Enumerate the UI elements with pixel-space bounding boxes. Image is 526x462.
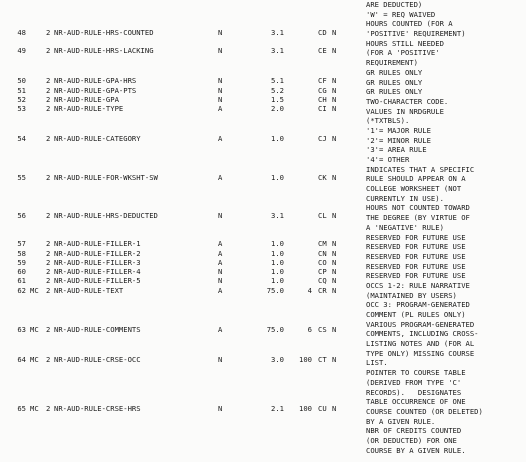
null-flag: N xyxy=(332,86,337,95)
description-line: COURSE COUNTED (OR DELETED) xyxy=(366,406,483,416)
field-length: 3.1 xyxy=(271,46,284,55)
field-level: 2 xyxy=(46,46,51,55)
field-number: 56 xyxy=(17,211,26,220)
description-line: COMMENTS, INCLUDING CROSS- xyxy=(366,329,479,339)
field-length: 2.0 xyxy=(271,104,284,113)
field-code: CO xyxy=(318,258,327,267)
field-number: 63 xyxy=(17,325,26,334)
null-flag: N xyxy=(332,239,337,248)
description-line: (DERIVED FROM TYPE 'C' xyxy=(366,377,462,387)
field-name: NR-AUD-RULE-CATEGORY xyxy=(54,134,141,143)
field-number: 49 xyxy=(17,46,26,55)
field-type: A xyxy=(218,104,223,113)
field-length: 1.0 xyxy=(271,249,284,258)
field-code: CT xyxy=(318,355,327,364)
description-line: (MAINTAINED BY USERS) xyxy=(366,290,457,300)
field-length: 1.0 xyxy=(271,276,284,285)
field-number: 48 xyxy=(17,28,26,37)
description-line: VARIOUS PROGRAM-GENERATED xyxy=(366,319,475,329)
description-line: COURSE BY A GIVEN RULE. xyxy=(366,445,466,455)
description-line: A 'NEGATIVE' RULE) xyxy=(366,222,444,232)
field-name: NR-AUD-RULE-COMMENTS xyxy=(54,325,141,334)
field-name: NR-AUD-RULE-FILLER-4 xyxy=(54,267,141,276)
description-line: RESERVED FOR FUTURE USE xyxy=(366,242,466,252)
field-type: N xyxy=(218,28,223,37)
field-code: CP xyxy=(318,267,327,276)
field-number: 59 xyxy=(17,258,26,267)
field-type: A xyxy=(218,239,223,248)
field-number: 55 xyxy=(17,173,26,182)
field-code: CU xyxy=(318,404,327,413)
field-name: NR-AUD-RULE-FILLER-5 xyxy=(54,276,141,285)
field-name: NR-AUD-RULE-GPA xyxy=(54,95,119,104)
field-code: CG xyxy=(318,86,327,95)
field-length: 3.0 xyxy=(271,355,284,364)
description-line: TWO-CHARACTER CODE. xyxy=(366,96,449,106)
field-name: NR-AUD-RULE-CRSE-HRS xyxy=(54,404,141,413)
null-flag: N xyxy=(332,276,337,285)
field-number: 53 xyxy=(17,104,26,113)
field-level: 2 xyxy=(46,104,51,113)
field-length: 3.1 xyxy=(271,28,284,37)
description-line: BY A GIVEN RULE. xyxy=(366,416,436,426)
field-number: 58 xyxy=(17,249,26,258)
field-type: N xyxy=(218,46,223,55)
field-type: N xyxy=(218,211,223,220)
field-length: 75.0 xyxy=(266,325,284,334)
description-line: (*TXTBLS). xyxy=(366,116,410,126)
field-number: 61 xyxy=(17,276,26,285)
null-flag: N xyxy=(332,76,337,85)
description-line: INDICATES THAT A SPECIFIC xyxy=(366,164,475,174)
description-line: LIST. xyxy=(366,358,388,368)
field-number: 57 xyxy=(17,239,26,248)
field-type: N xyxy=(218,95,223,104)
description-line: ARE DEDUCTED) xyxy=(366,0,423,9)
null-flag: N xyxy=(332,211,337,220)
field-code: CN xyxy=(318,249,327,258)
description-line: RESERVED FOR FUTURE USE xyxy=(366,261,466,271)
field-code: CJ xyxy=(318,134,327,143)
field-name: NR-AUD-RULE-HRS-DEDUCTED xyxy=(54,211,158,220)
field-level: 2 xyxy=(46,325,51,334)
field-level: 2 xyxy=(46,355,51,364)
field-name: NR-AUD-RULE-GPA-PTS xyxy=(54,86,137,95)
description-line: (FOR A 'POSITIVE' xyxy=(366,48,440,58)
field-code: CD xyxy=(318,28,327,37)
description-line: '3'= AREA RULE xyxy=(366,145,427,155)
field-length: 5.1 xyxy=(271,76,284,85)
field-type: N xyxy=(218,276,223,285)
occurs-flag: MC xyxy=(30,325,39,334)
field-level: 2 xyxy=(46,286,51,295)
description-line: RULE SHOULD APPEAR ON A xyxy=(366,174,466,184)
description-line: GR RULES ONLY xyxy=(366,67,423,77)
null-flag: N xyxy=(332,258,337,267)
description-line: COMMENT (PL RULES ONLY) xyxy=(366,310,466,319)
field-name: NR-AUD-RULE-FILLER-1 xyxy=(54,239,141,248)
field-length: 1.0 xyxy=(271,173,284,182)
description-line: COLLEGE WORKSHEET (NOT xyxy=(366,184,462,194)
field-length: 3.1 xyxy=(271,211,284,220)
description-line: HOURS COUNTED (FOR A xyxy=(366,19,453,29)
field-level: 2 xyxy=(46,276,51,285)
field-name: NR-AUD-RULE-FOR-WKSHT-SW xyxy=(54,173,158,182)
field-number: 65 xyxy=(17,404,26,413)
description-line: TABLE OCCURRENCE OF ONE xyxy=(366,397,466,407)
field-type: A xyxy=(218,134,223,143)
field-code: CI xyxy=(318,104,327,113)
field-code: CQ xyxy=(318,276,327,285)
description-line: HOURS NOT COUNTED TOWARD xyxy=(366,203,470,213)
description-line: VALUES IN NRDGRULE xyxy=(366,106,444,116)
occurs-count: 100 xyxy=(299,404,312,413)
field-name: NR-AUD-RULE-HRS-COUNTED xyxy=(54,28,154,37)
field-length: 1.0 xyxy=(271,258,284,267)
description-line: '2'= MINOR RULE xyxy=(366,135,431,145)
field-code: CK xyxy=(318,173,327,182)
field-name: NR-AUD-RULE-GPA-HRS xyxy=(54,76,137,85)
field-code: CS xyxy=(318,325,327,334)
description-line: CURRENTLY IN USE). xyxy=(366,193,444,203)
occurs-count: 4 xyxy=(307,286,312,295)
field-type: N xyxy=(218,267,223,276)
field-level: 2 xyxy=(46,95,51,104)
description-line: NBR OF CREDITS COUNTED xyxy=(366,426,462,436)
description-line: '1'= MAJOR RULE xyxy=(366,125,431,135)
field-code: CE xyxy=(318,46,327,55)
field-number: 62 xyxy=(17,286,26,295)
null-flag: N xyxy=(332,267,337,276)
occurs-count: 6 xyxy=(307,325,312,334)
field-code: CL xyxy=(318,211,327,220)
field-name: NR-AUD-RULE-CRSE-OCC xyxy=(54,355,141,364)
description-line: POINTER TO COURSE TABLE xyxy=(366,368,466,378)
field-number: 60 xyxy=(17,267,26,276)
field-name: NR-AUD-RULE-TEXT xyxy=(54,286,124,295)
field-type: A xyxy=(218,258,223,267)
field-type: N xyxy=(218,76,223,85)
description-line: TYPE ONLY) MISSING COURSE xyxy=(366,348,475,358)
occurs-flag: MC xyxy=(30,355,39,364)
null-flag: N xyxy=(332,173,337,182)
field-code: CR xyxy=(318,286,327,295)
description-line: THE DEGREE (BY VIRTUE OF xyxy=(366,213,470,223)
description-line: RECORDS). DESIGNATES xyxy=(366,387,462,397)
field-number: 64 xyxy=(17,355,26,364)
description-line: (OR DEDUCTED) FOR ONE xyxy=(366,435,457,445)
description-line: GR RULES ONLY xyxy=(366,77,423,87)
field-type: N xyxy=(218,404,223,413)
field-code: CM xyxy=(318,239,327,248)
field-level: 2 xyxy=(46,404,51,413)
description-line: 'POSITIVE' REQUIREMENT) xyxy=(366,29,466,39)
field-code: CH xyxy=(318,95,327,104)
description-line: RESERVED FOR FUTURE USE xyxy=(366,251,466,261)
field-level: 2 xyxy=(46,239,51,248)
field-level: 2 xyxy=(46,258,51,267)
field-name: NR-AUD-RULE-FILLER-3 xyxy=(54,258,141,267)
description-line: GR RULES ONLY xyxy=(366,87,423,97)
field-type: A xyxy=(218,173,223,182)
field-number: 50 xyxy=(17,76,26,85)
field-level: 2 xyxy=(46,76,51,85)
field-name: NR-AUD-RULE-FILLER-2 xyxy=(54,249,141,258)
occurs-flag: MC xyxy=(30,286,39,295)
field-level: 2 xyxy=(46,211,51,220)
null-flag: N xyxy=(332,104,337,113)
field-number: 54 xyxy=(17,134,26,143)
null-flag: N xyxy=(332,286,337,295)
field-level: 2 xyxy=(46,173,51,182)
null-flag: N xyxy=(332,249,337,258)
description-line: '4'= OTHER xyxy=(366,155,410,164)
field-number: 52 xyxy=(17,95,26,104)
field-level: 2 xyxy=(46,86,51,95)
null-flag: N xyxy=(332,404,337,413)
field-level: 2 xyxy=(46,267,51,276)
field-code: CF xyxy=(318,76,327,85)
field-level: 2 xyxy=(46,134,51,143)
null-flag: N xyxy=(332,355,337,364)
description-line: OCC 3: PROGRAM-GENERATED xyxy=(366,300,470,310)
null-flag: N xyxy=(332,325,337,334)
field-length: 1.0 xyxy=(271,239,284,248)
field-type: A xyxy=(218,286,223,295)
description-line: HOURS STILL NEEDED xyxy=(366,38,444,48)
occurs-count: 100 xyxy=(299,355,312,364)
field-number: 51 xyxy=(17,86,26,95)
null-flag: N xyxy=(332,28,337,37)
description-line: RESERVED FOR FUTURE USE xyxy=(366,271,466,281)
description-line: 'W' = REQ WAIVED xyxy=(366,9,436,19)
field-name: NR-AUD-RULE-HRS-LACKING xyxy=(54,46,154,55)
description-line: REQUIREMENT) xyxy=(366,58,418,68)
description-line: RESERVED FOR FUTURE USE xyxy=(366,232,466,242)
null-flag: N xyxy=(332,134,337,143)
field-level: 2 xyxy=(46,249,51,258)
null-flag: N xyxy=(332,95,337,104)
field-type: A xyxy=(218,249,223,258)
field-name: NR-AUD-RULE-TYPE xyxy=(54,104,124,113)
occurs-flag: MC xyxy=(30,404,39,413)
field-length: 1.0 xyxy=(271,267,284,276)
description-line: LISTING NOTES AND (FOR AL xyxy=(366,339,475,349)
field-length: 1.0 xyxy=(271,134,284,143)
field-length: 1.5 xyxy=(271,95,284,104)
field-length: 2.1 xyxy=(271,404,284,413)
description-line: OCCS 1-2: RULE NARRATIVE xyxy=(366,280,470,290)
field-length: 5.2 xyxy=(271,86,284,95)
field-level: 2 xyxy=(46,28,51,37)
field-length: 75.0 xyxy=(266,286,284,295)
field-type: N xyxy=(218,355,223,364)
field-type: N xyxy=(218,86,223,95)
description-column xyxy=(366,0,524,455)
field-type: A xyxy=(218,325,223,334)
null-flag: N xyxy=(332,46,337,55)
